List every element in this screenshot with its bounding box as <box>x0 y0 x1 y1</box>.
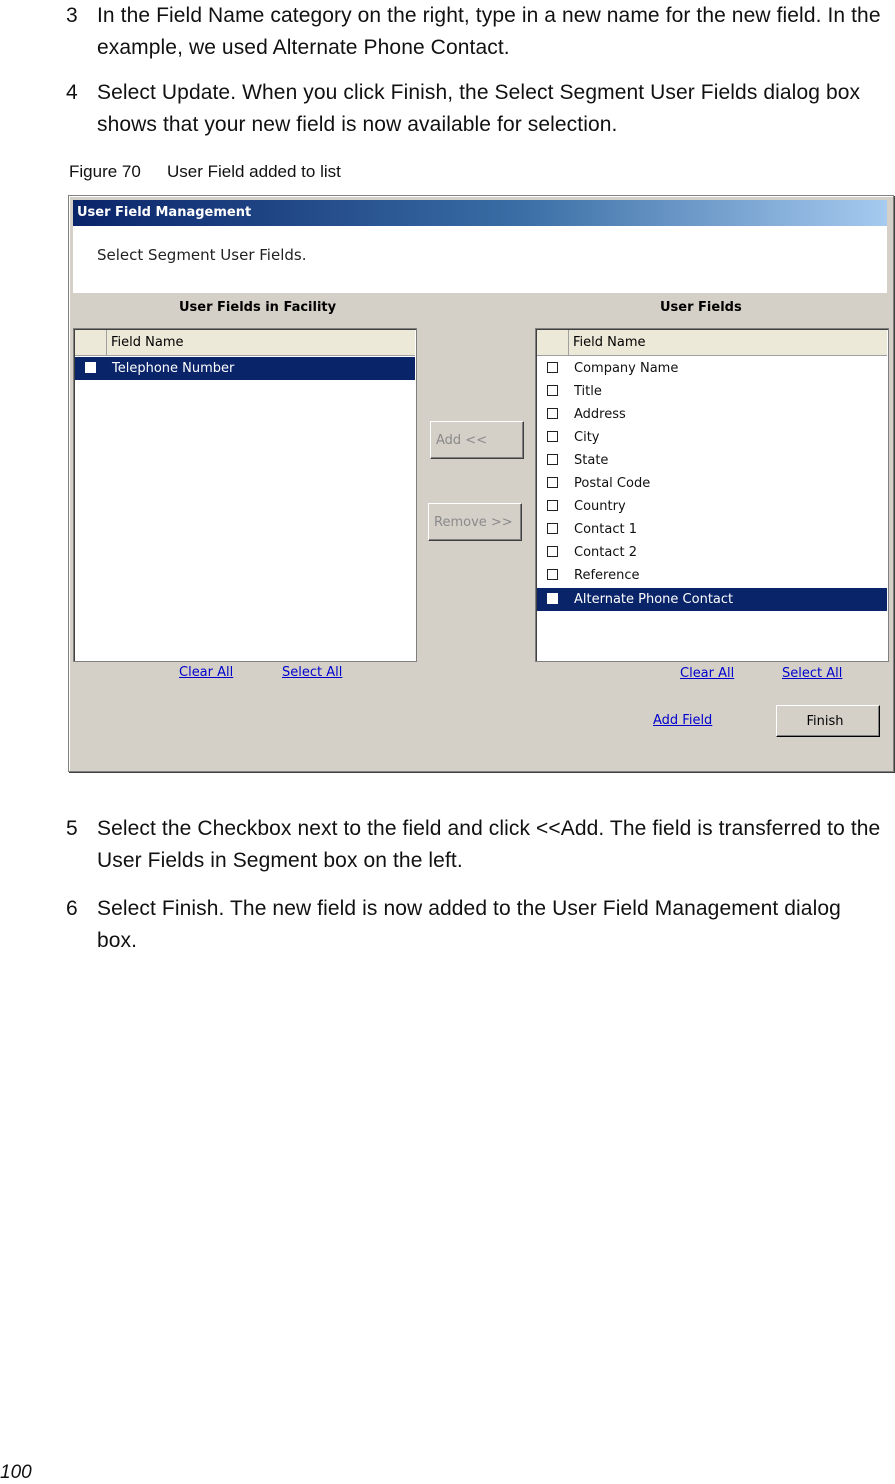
list-item[interactable] <box>537 588 887 611</box>
figure-label: Figure 70 <box>69 162 141 181</box>
row-checkbox[interactable] <box>547 454 558 465</box>
list-header <box>75 330 415 356</box>
row-checkbox[interactable] <box>547 385 558 396</box>
list-item-label: Title <box>574 384 602 399</box>
checkbox-column-header[interactable] <box>75 330 107 355</box>
list-item[interactable] <box>537 449 887 472</box>
list-header <box>537 330 887 356</box>
row-checkbox[interactable] <box>547 477 558 488</box>
row-checkbox[interactable] <box>547 431 558 442</box>
row-checkbox[interactable] <box>547 408 558 419</box>
list-item[interactable] <box>537 357 887 380</box>
step-5 <box>66 813 886 877</box>
step-text: Select the Checkbox next to the field and click <<Add. The field is transferred to the User Fields in Segment box on the left. <box>97 817 881 872</box>
remove-button[interactable]: Remove >> <box>428 503 522 541</box>
add-field-link[interactable]: Add Field <box>653 713 713 728</box>
list-item-label: Postal Code <box>574 476 651 491</box>
row-checkbox[interactable] <box>85 362 96 373</box>
list-item[interactable] <box>537 472 887 495</box>
step-number: 3 <box>66 4 78 27</box>
step-3 <box>66 0 886 64</box>
list-item[interactable] <box>537 403 887 426</box>
list-item-label: Company Name <box>574 361 679 376</box>
dialog-instruction: Select Segment User Fields. <box>97 246 307 264</box>
left-select-all-link[interactable]: Select All <box>282 665 343 680</box>
step-4 <box>66 77 886 141</box>
left-list-heading: User Fields in Facility <box>179 300 337 315</box>
field-name-column-header[interactable]: Field Name <box>111 335 184 350</box>
step-text: Select Update. When you click Finish, the Select Segment User Fields dialog box shows that your new field is now available for selection. <box>97 81 861 136</box>
right-select-all-link[interactable]: Select All <box>782 666 843 681</box>
list-item[interactable] <box>537 518 887 541</box>
dialog-header-panel <box>73 226 887 293</box>
step-number: 5 <box>66 817 78 840</box>
add-button[interactable]: Add << <box>430 421 524 459</box>
list-item-label: Reference <box>574 568 640 583</box>
right-clear-all-link[interactable]: Clear All <box>680 666 735 681</box>
row-checkbox[interactable] <box>547 569 558 580</box>
dialog-titlebar: User Field Management <box>73 200 887 226</box>
figure-caption <box>69 160 341 184</box>
list-item[interactable] <box>537 380 887 403</box>
figure-caption-text: User Field added to list <box>167 162 341 181</box>
list-item-label: Address <box>574 407 626 422</box>
row-checkbox[interactable] <box>547 362 558 373</box>
checkbox-column-header[interactable] <box>537 330 569 355</box>
left-clear-all-link[interactable]: Clear All <box>179 665 234 680</box>
list-item[interactable] <box>537 541 887 564</box>
step-text: In the Field Name category on the right, type in a new name for the new field. In the example, we used Alternate Phone Contact. <box>97 4 881 59</box>
step-6 <box>66 893 886 957</box>
list-item-label: Alternate Phone Contact <box>574 592 734 607</box>
list-item-label: Contact 1 <box>574 522 637 537</box>
step-text: Select Finish. The new field is now added to the User Field Management dialog box. <box>97 897 841 952</box>
row-checkbox[interactable] <box>547 523 558 534</box>
user-field-management-dialog <box>68 195 894 772</box>
list-item-label: City <box>574 430 600 445</box>
list-item[interactable] <box>75 357 415 380</box>
list-item-label: Telephone Number <box>112 361 235 376</box>
list-item[interactable] <box>537 426 887 449</box>
page-number: 100 <box>0 1462 32 1483</box>
user-fields-list[interactable] <box>535 328 889 662</box>
row-checkbox[interactable] <box>547 500 558 511</box>
field-name-column-header[interactable]: Field Name <box>573 335 646 350</box>
list-item[interactable] <box>537 495 887 518</box>
step-number: 6 <box>66 897 78 920</box>
step-number: 4 <box>66 81 78 104</box>
facility-fields-list[interactable] <box>73 328 417 662</box>
finish-button[interactable]: Finish <box>776 705 880 737</box>
list-item-label: Contact 2 <box>574 545 637 560</box>
list-item-label: State <box>574 453 609 468</box>
row-checkbox[interactable] <box>547 593 558 604</box>
list-item[interactable] <box>537 564 887 587</box>
right-list-heading: User Fields <box>660 300 742 315</box>
row-checkbox[interactable] <box>547 546 558 557</box>
list-item-label: Country <box>574 499 626 514</box>
